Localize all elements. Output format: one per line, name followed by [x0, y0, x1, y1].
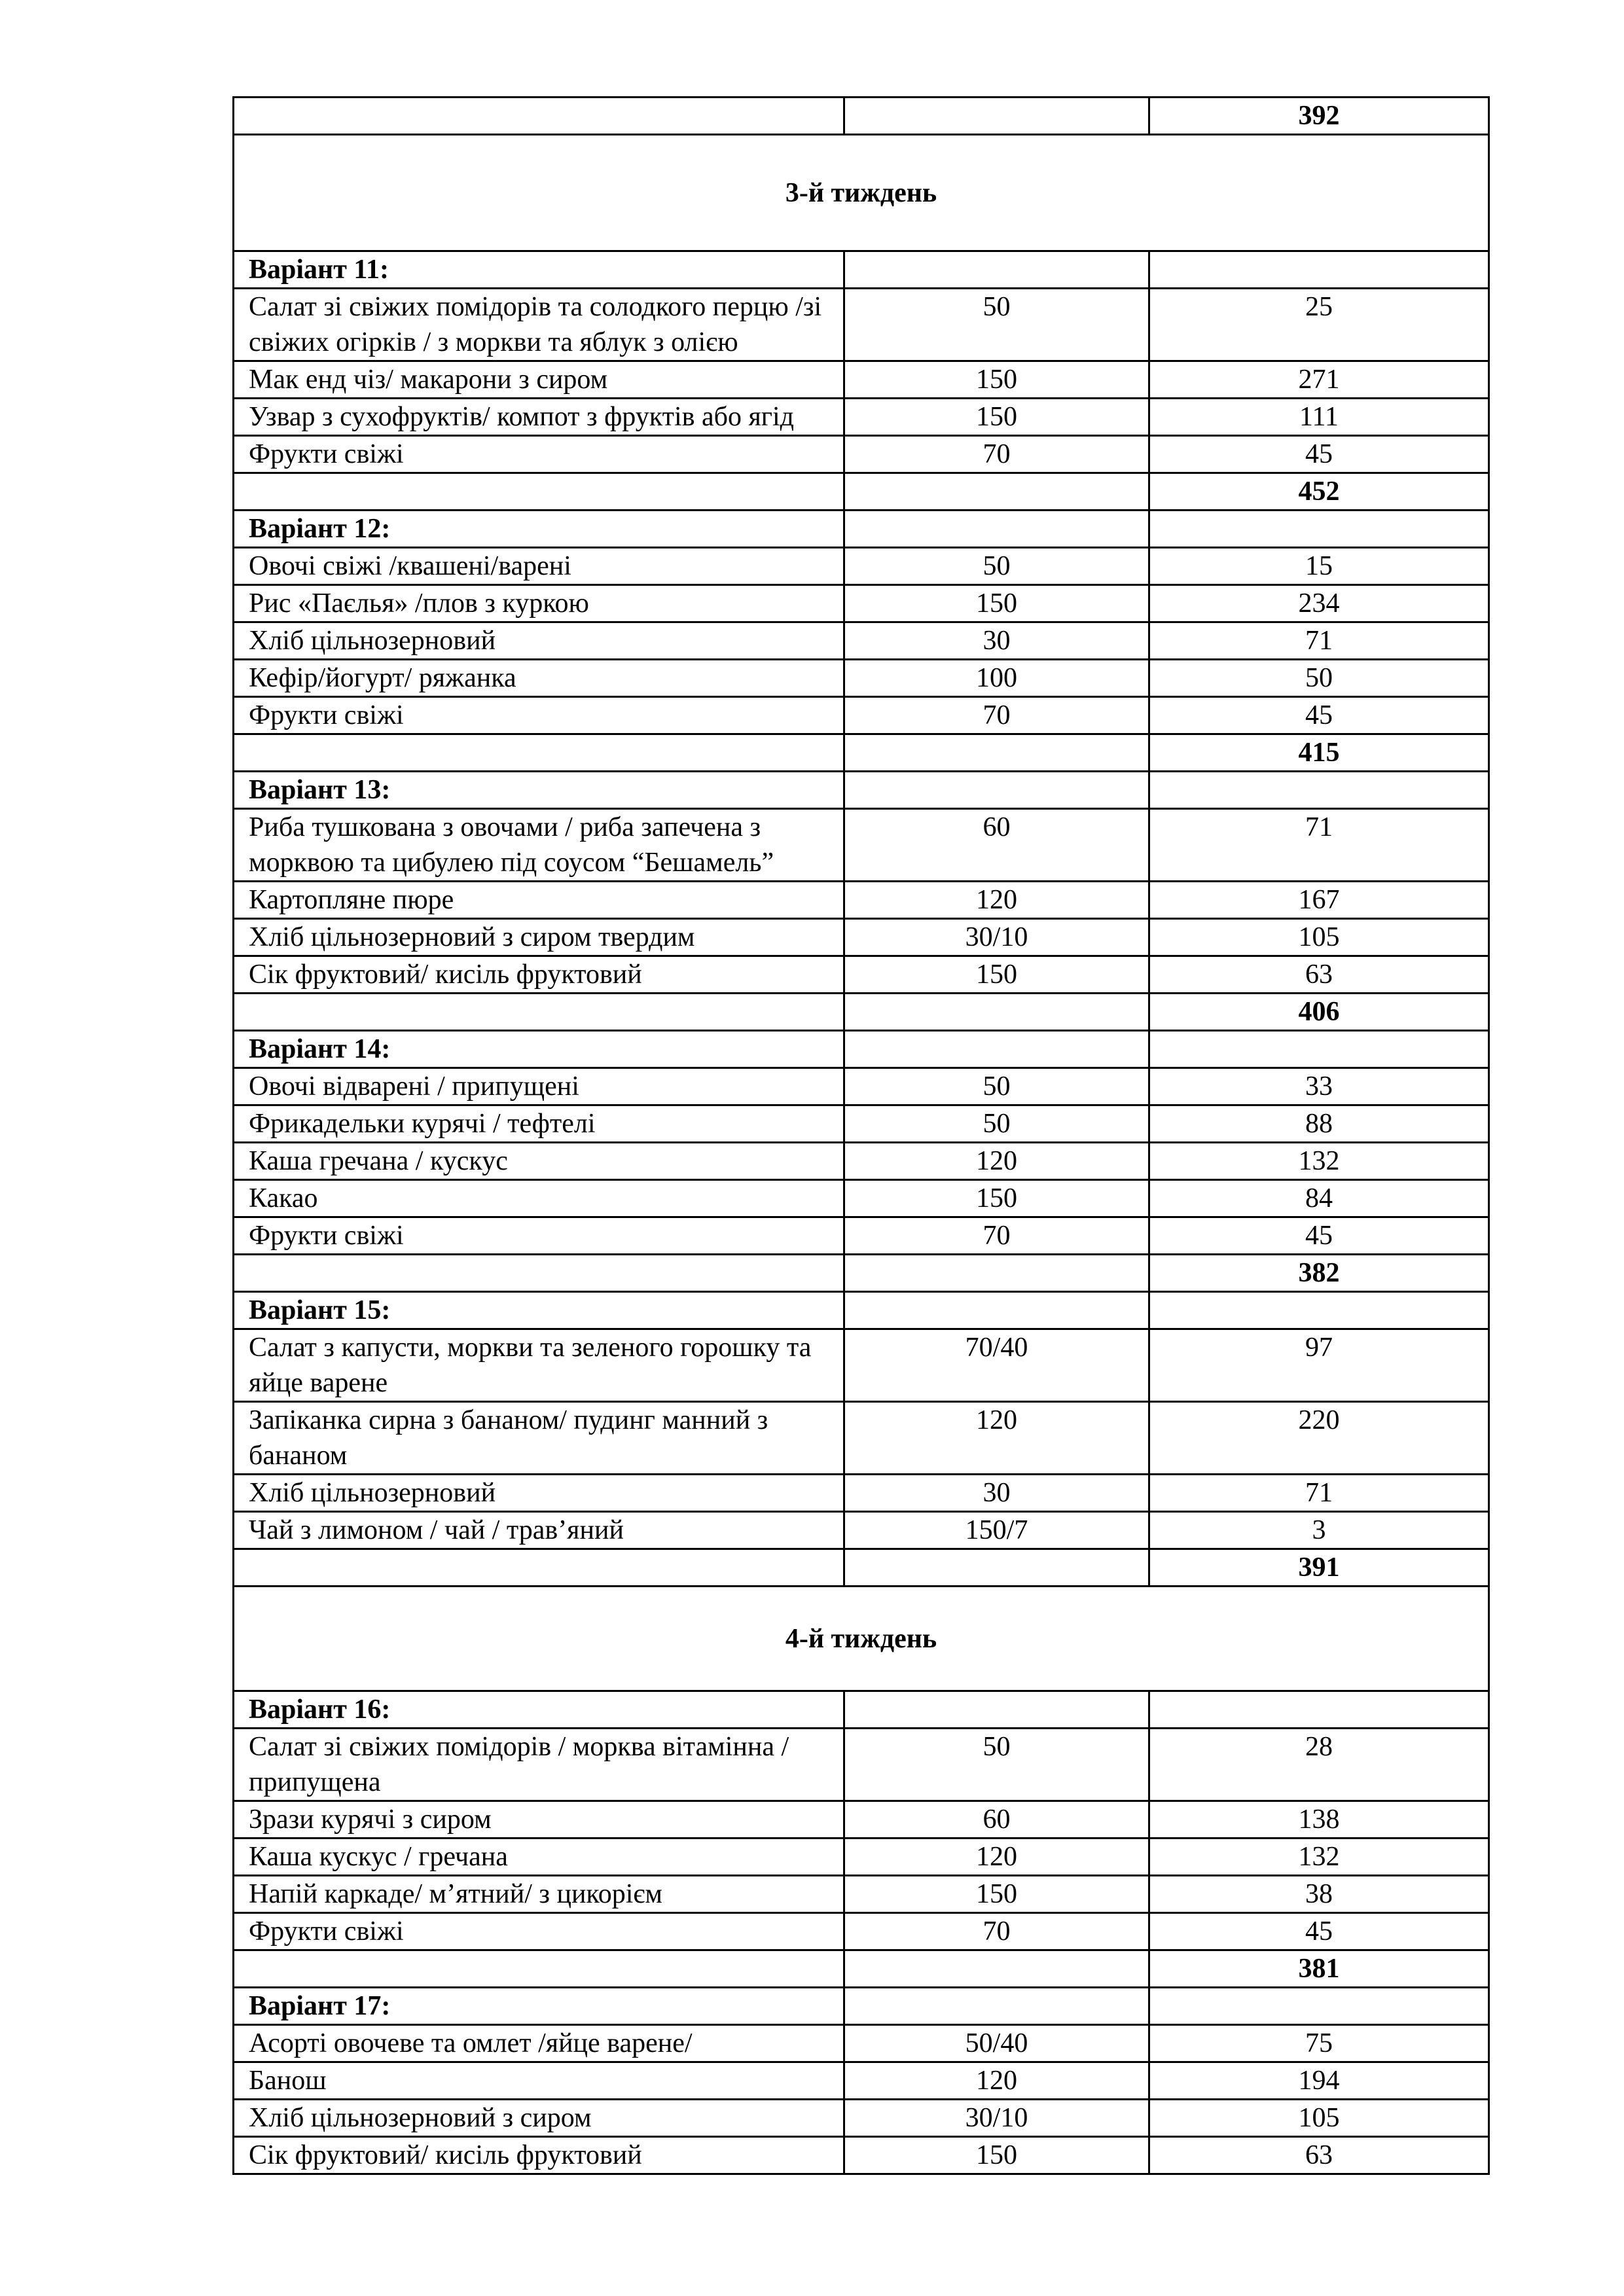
- total-kcal-cell: 392: [1149, 98, 1489, 135]
- dish-weight: 70: [844, 1217, 1149, 1255]
- table-row: [234, 697, 1489, 734]
- variant-header-row: [234, 1691, 1489, 1729]
- dish-kcal: 132: [1149, 1839, 1489, 1876]
- table-row: [234, 2137, 1489, 2174]
- table-row: [234, 1329, 1489, 1402]
- variant-header-row: [234, 1292, 1489, 1329]
- total-kcal-cell: 381: [1149, 1950, 1489, 1988]
- table-row: [234, 436, 1489, 473]
- total-kcal-cell: 452: [1149, 473, 1489, 511]
- dish-name: Банош: [234, 2062, 844, 2100]
- dish-kcal: 167: [1149, 882, 1489, 919]
- dish-kcal: 271: [1149, 361, 1489, 399]
- table-row: [234, 548, 1489, 585]
- dish-name: Фрукти свіжі: [234, 1913, 844, 1950]
- dish-name: Зрази курячі з сиром: [234, 1801, 844, 1839]
- variant-label: Варіант 16:: [234, 1691, 844, 1729]
- dish-kcal: 3: [1149, 1512, 1489, 1549]
- table-row: [234, 1402, 1489, 1475]
- table-row: [234, 2062, 1489, 2100]
- dish-kcal: 84: [1149, 1180, 1489, 1217]
- dish-weight: 60: [844, 1801, 1149, 1839]
- dish-weight: 70: [844, 1913, 1149, 1950]
- dish-name: Фрукти свіжі: [234, 436, 844, 473]
- dish-name: Салат зі свіжих помідорів та солодкого перцю /зі свіжих огірків / з моркви та яблук з олією: [234, 289, 844, 361]
- dish-weight: 50/40: [844, 2025, 1149, 2062]
- variant-label: Варіант 11:: [234, 251, 844, 289]
- dish-weight: 70: [844, 436, 1149, 473]
- total-row: [234, 1549, 1489, 1587]
- week-title: 3-й тиждень: [234, 135, 1489, 251]
- weight-cell: [844, 1950, 1149, 1988]
- table-row: [234, 1105, 1489, 1143]
- document-page: [232, 96, 1488, 2175]
- total-row: [234, 994, 1489, 1031]
- kcal-cell: [1149, 1031, 1489, 1068]
- total-kcal-cell: 415: [1149, 734, 1489, 772]
- kcal-cell: [1149, 1691, 1489, 1729]
- variant-label: Варіант 12:: [234, 511, 844, 548]
- dish-name: Овочі свіжі /квашені/варені: [234, 548, 844, 585]
- total-kcal-cell: 382: [1149, 1255, 1489, 1292]
- weight-cell: [844, 473, 1149, 511]
- dish-weight: 120: [844, 2062, 1149, 2100]
- dish-name: Хліб цільнозерновий з сиром твердим: [234, 919, 844, 956]
- dish-weight: 50: [844, 289, 1149, 361]
- dish-weight: 150: [844, 399, 1149, 436]
- week-header-row: [234, 135, 1489, 251]
- dish-weight: 120: [844, 1143, 1149, 1180]
- dish-name: Сік фруктовий/ кисіль фруктовий: [234, 956, 844, 994]
- table-row: [234, 1801, 1489, 1839]
- dish-weight: 150: [844, 1180, 1149, 1217]
- weight-cell: [844, 511, 1149, 548]
- name-cell: [234, 473, 844, 511]
- dish-weight: 150: [844, 585, 1149, 622]
- dish-weight: 70: [844, 697, 1149, 734]
- total-kcal-cell: 406: [1149, 994, 1489, 1031]
- table-row: [234, 1729, 1489, 1801]
- dish-weight: 150: [844, 956, 1149, 994]
- total-row: [234, 98, 1489, 135]
- dish-weight: 60: [844, 809, 1149, 882]
- dish-kcal: 97: [1149, 1329, 1489, 1402]
- table-row: [234, 1180, 1489, 1217]
- dish-name: Каша кускус / гречана: [234, 1839, 844, 1876]
- kcal-cell: [1149, 511, 1489, 548]
- weight-cell: [844, 772, 1149, 809]
- table-row: [234, 1143, 1489, 1180]
- dish-kcal: 234: [1149, 585, 1489, 622]
- table-row: [234, 1217, 1489, 1255]
- dish-name: Фрикадельки курячі / тефтелі: [234, 1105, 844, 1143]
- dish-kcal: 15: [1149, 548, 1489, 585]
- table-row: [234, 2100, 1489, 2137]
- dish-weight: 50: [844, 1729, 1149, 1801]
- name-cell: [234, 734, 844, 772]
- table-row: [234, 585, 1489, 622]
- variant-header-row: [234, 772, 1489, 809]
- dish-name: Овочі відварені / припущені: [234, 1068, 844, 1105]
- name-cell: [234, 1549, 844, 1587]
- dish-name: Кефір/йогурт/ ряжанка: [234, 660, 844, 697]
- dish-weight: 150: [844, 1876, 1149, 1913]
- dish-weight: 120: [844, 1402, 1149, 1475]
- dish-name: Хліб цільнозерновий: [234, 622, 844, 660]
- weight-cell: [844, 1549, 1149, 1587]
- dish-weight: 150: [844, 2137, 1149, 2174]
- name-cell: [234, 1255, 844, 1292]
- variant-label: Варіант 17:: [234, 1988, 844, 2025]
- name-cell: [234, 994, 844, 1031]
- total-kcal-cell: 391: [1149, 1549, 1489, 1587]
- dish-weight: 30: [844, 1475, 1149, 1512]
- variant-label: Варіант 13:: [234, 772, 844, 809]
- variant-header-row: [234, 511, 1489, 548]
- dish-weight: 50: [844, 548, 1149, 585]
- weight-cell: [844, 1255, 1149, 1292]
- table-row: [234, 1876, 1489, 1913]
- dish-kcal: 63: [1149, 956, 1489, 994]
- kcal-cell: [1149, 1292, 1489, 1329]
- table-row: [234, 289, 1489, 361]
- dish-name: Фрукти свіжі: [234, 1217, 844, 1255]
- dish-weight: 30: [844, 622, 1149, 660]
- dish-weight: 100: [844, 660, 1149, 697]
- dish-name: Чай з лимоном / чай / трав’яний: [234, 1512, 844, 1549]
- table-row: [234, 660, 1489, 697]
- dish-kcal: 75: [1149, 2025, 1489, 2062]
- table-row: [234, 361, 1489, 399]
- dish-kcal: 220: [1149, 1402, 1489, 1475]
- dish-weight: 120: [844, 882, 1149, 919]
- week-header-row: [234, 1587, 1489, 1691]
- table-row: [234, 1839, 1489, 1876]
- weight-cell: [844, 734, 1149, 772]
- dish-kcal: 138: [1149, 1801, 1489, 1839]
- dish-kcal: 45: [1149, 1913, 1489, 1950]
- dish-weight: 50: [844, 1068, 1149, 1105]
- dish-name: Хліб цільнозерновий з сиром: [234, 2100, 844, 2137]
- total-row: [234, 473, 1489, 511]
- dish-weight: 120: [844, 1839, 1149, 1876]
- dish-name: Картопляне пюре: [234, 882, 844, 919]
- dish-kcal: 25: [1149, 289, 1489, 361]
- name-cell: [234, 1950, 844, 1988]
- dish-name: Узвар з сухофруктів/ компот з фруктів або ягід: [234, 399, 844, 436]
- table-row: [234, 1913, 1489, 1950]
- dish-name: Салат з капусти, моркви та зеленого горошку та яйце варене: [234, 1329, 844, 1402]
- dish-kcal: 63: [1149, 2137, 1489, 2174]
- variant-header-row: [234, 251, 1489, 289]
- dish-kcal: 71: [1149, 1475, 1489, 1512]
- dish-name: Мак енд чіз/ макарони з сиром: [234, 361, 844, 399]
- dish-kcal: 71: [1149, 622, 1489, 660]
- dish-name: Запіканка сирна з бананом/ пудинг манний з бананом: [234, 1402, 844, 1475]
- dish-name: Асорті овочеве та омлет /яйце варене/: [234, 2025, 844, 2062]
- dish-kcal: 194: [1149, 2062, 1489, 2100]
- dish-kcal: 45: [1149, 697, 1489, 734]
- kcal-cell: [1149, 251, 1489, 289]
- variant-header-row: [234, 1031, 1489, 1068]
- dish-kcal: 33: [1149, 1068, 1489, 1105]
- dish-kcal: 105: [1149, 919, 1489, 956]
- dish-name: Какао: [234, 1180, 844, 1217]
- table-row: [234, 399, 1489, 436]
- week-title: 4-й тиждень: [234, 1587, 1489, 1691]
- table-row: [234, 1475, 1489, 1512]
- table-row: [234, 956, 1489, 994]
- menu-table: [232, 96, 1490, 2175]
- dish-name: Напій каркаде/ м’ятний/ з цикорієм: [234, 1876, 844, 1913]
- total-row: [234, 1950, 1489, 1988]
- dish-kcal: 45: [1149, 436, 1489, 473]
- weight-cell: [844, 1031, 1149, 1068]
- weight-cell: [844, 98, 1149, 135]
- dish-name: Риба тушкована з овочами / риба запечена з морквою та цибулею під соусом “Бешамель”: [234, 809, 844, 882]
- table-row: [234, 882, 1489, 919]
- dish-kcal: 88: [1149, 1105, 1489, 1143]
- weight-cell: [844, 1691, 1149, 1729]
- variant-label: Варіант 15:: [234, 1292, 844, 1329]
- kcal-cell: [1149, 772, 1489, 809]
- dish-kcal: 28: [1149, 1729, 1489, 1801]
- dish-weight: 50: [844, 1105, 1149, 1143]
- dish-kcal: 111: [1149, 399, 1489, 436]
- dish-weight: 30/10: [844, 2100, 1149, 2137]
- weight-cell: [844, 251, 1149, 289]
- table-row: [234, 1068, 1489, 1105]
- dish-weight: 30/10: [844, 919, 1149, 956]
- dish-kcal: 50: [1149, 660, 1489, 697]
- variant-label: Варіант 14:: [234, 1031, 844, 1068]
- weight-cell: [844, 1988, 1149, 2025]
- dish-kcal: 132: [1149, 1143, 1489, 1180]
- total-row: [234, 1255, 1489, 1292]
- dish-weight: 70/40: [844, 1329, 1149, 1402]
- total-row: [234, 734, 1489, 772]
- variant-header-row: [234, 1988, 1489, 2025]
- dish-kcal: 71: [1149, 809, 1489, 882]
- table-row: [234, 2025, 1489, 2062]
- dish-weight: 150/7: [844, 1512, 1149, 1549]
- table-row: [234, 622, 1489, 660]
- dish-name: Салат зі свіжих помідорів / морква вітамінна / припущена: [234, 1729, 844, 1801]
- weight-cell: [844, 1292, 1149, 1329]
- dish-kcal: 105: [1149, 2100, 1489, 2137]
- kcal-cell: [1149, 1988, 1489, 2025]
- dish-kcal: 45: [1149, 1217, 1489, 1255]
- dish-weight: 150: [844, 361, 1149, 399]
- weight-cell: [844, 994, 1149, 1031]
- dish-kcal: 38: [1149, 1876, 1489, 1913]
- dish-name: Фрукти свіжі: [234, 697, 844, 734]
- dish-name: Рис «Паєлья» /плов з куркою: [234, 585, 844, 622]
- table-row: [234, 919, 1489, 956]
- dish-name: Хліб цільнозерновий: [234, 1475, 844, 1512]
- table-row: [234, 809, 1489, 882]
- table-row: [234, 1512, 1489, 1549]
- name-cell: [234, 98, 844, 135]
- dish-name: Каша гречана / кускус: [234, 1143, 844, 1180]
- dish-name: Сік фруктовий/ кисіль фруктовий: [234, 2137, 844, 2174]
